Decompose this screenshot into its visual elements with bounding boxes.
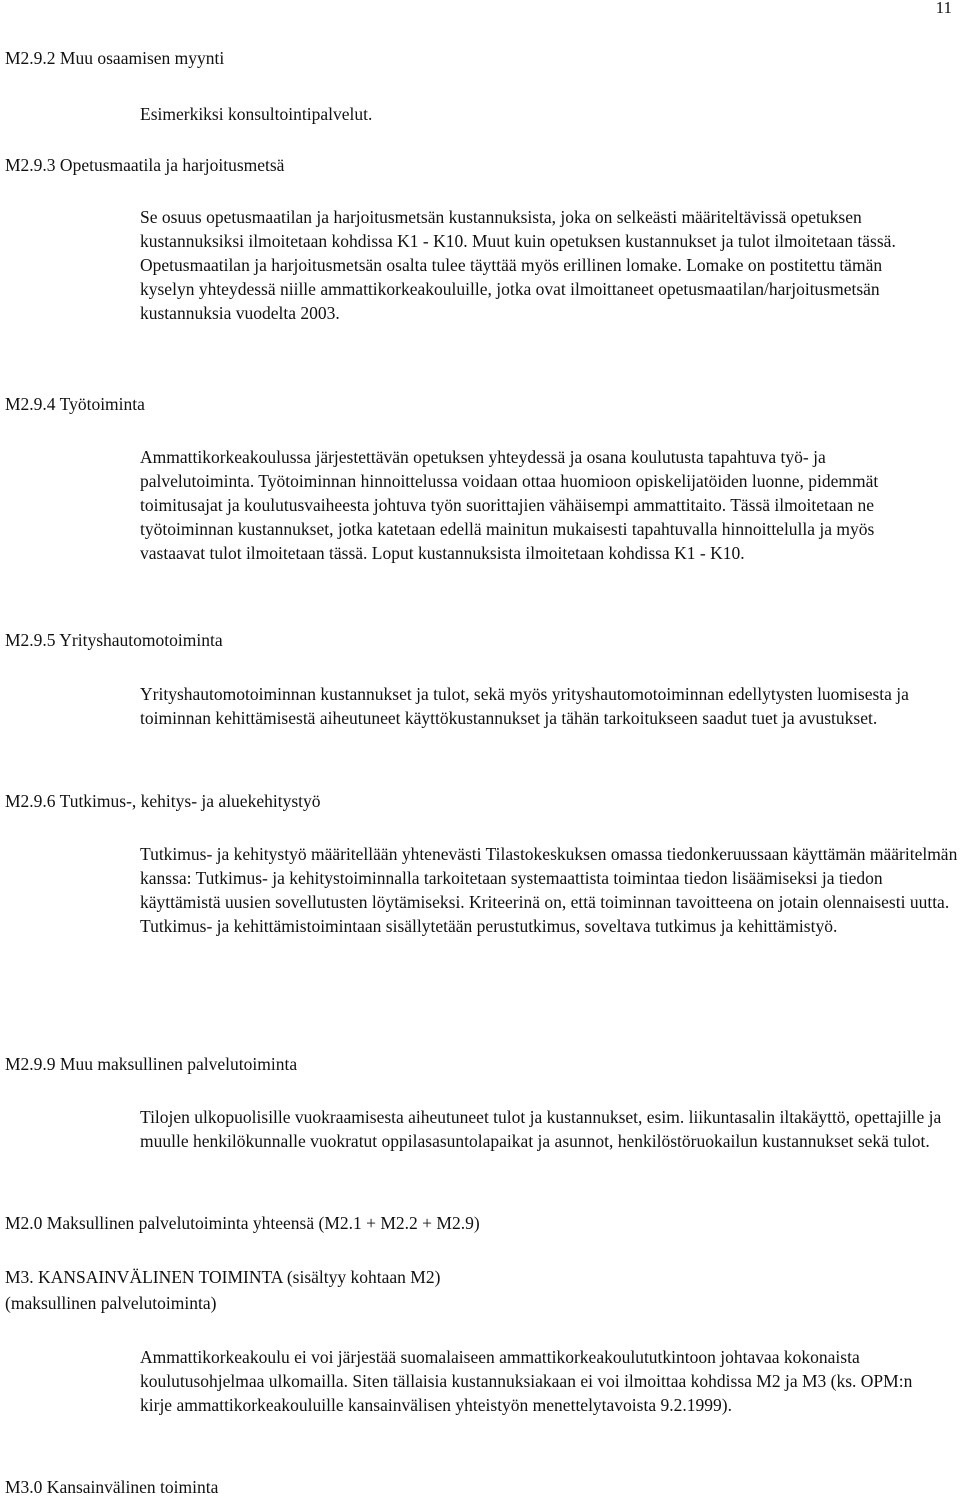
paragraph: Ammattikorkeakoulussa järjestettävän opetuksen yhteydessä ja osana koulutusta tapahtuva työ- ja palvelutoiminta. Työtoiminnan hinnoittelussa voidaan ottaa huomioon opiskelijatöiden luonne, pidemmät toimitusajat ja koulutusvaiheesta johtuva työn suorittajien vähäisempi ammattitaito. Tässä ilmoitetaan ne työtoiminnan kustannukset, jotka katetaan edellä mainitun mukaisesti tapahtuvalla hinnoittelulla ja myös vastaavat tulot ilmoitetaan tässä. Loput kustannuksista ilmoitetaan kohdissa K1 - K10.	[140, 447, 879, 563]
section-heading-m3-0: M3.0 Kansainvälinen toiminta	[5, 1477, 219, 1497]
page-number: 11	[935, 0, 952, 17]
section-body-m2-9-3	[140, 205, 940, 325]
section-body-m2-9-5	[140, 682, 920, 730]
section-heading-m3: M3. KANSAINVÄLINEN TOIMINTA (sisältyy kohtaan M2)	[5, 1267, 441, 1287]
section-heading-m2-9-2: M2.9.2 Muu osaamisen myynti	[5, 48, 225, 68]
section-heading-m2-9-9: M2.9.9 Muu maksullinen palvelutoiminta	[5, 1054, 298, 1074]
section-body-m3	[140, 1345, 940, 1417]
section-body-m2-9-4	[140, 445, 940, 565]
section-heading-m3-line2: (maksullinen palvelutoiminta)	[5, 1293, 217, 1313]
paragraph: Yrityshautomotoiminnan kustannukset ja tulot, sekä myös yrityshautomotoiminnan edellytysten luomisesta ja toiminnan kehittämisestä aiheutuneet käyttökustannukset ja tähän tarkoitukseen saadut tuet ja avustukset.	[140, 684, 909, 728]
section-heading-m2-9-4: M2.9.4 Työtoiminta	[5, 394, 145, 414]
paragraph: Tutkimus- ja kehitystyö määritellään yhtenevästi Tilastokeskuksen omassa tiedonkeruussaan käyttämän määritelmän kanssa: Tutkimus- ja kehitystoiminnalla tarkoitetaan systemaattista toimintaa tiedon lisäämiseksi ja tiedon käyttämistä uusien sovellutusten löytämiseksi. Kriteerinä on, että toiminnan tavoitteena on jotain olennaisesti uutta. Tutkimus- ja kehittämistoimintaan sisällytetään perustutkimus, soveltava tutkimus ja kehittämistyö.	[140, 844, 958, 936]
section-heading-m2-9-6: M2.9.6 Tutkimus-, kehitys- ja aluekehitystyö	[5, 791, 321, 811]
paragraph: Se osuus opetusmaatilan ja harjoitusmetsän kustannuksista, joka on selkeästi määriteltävissä opetuksen kustannuksiksi ilmoitetaan kohdissa K1 - K10. Muut kuin opetuksen kustannukset ja tulot ilmoitetaan tässä. Opetusmaatilan ja harjoitusmetsän osalta tulee täyttää myös erillinen lomake. Lomake on postitettu tämän kyselyn yhteydessä niille ammattikorkeakouluille, jotka ovat ilmoittaneet opetusmaatilan/harjoitusmetsän kustannuksia vuodelta 2003.	[140, 207, 896, 323]
section-body-m2-9-9	[140, 1105, 958, 1153]
section-heading-m2-9-3: M2.9.3 Opetusmaatila ja harjoitusmetsä	[5, 155, 285, 175]
section-body-m2-9-2	[140, 102, 958, 126]
section-heading-m2-9-5: M2.9.5 Yrityshautomotoiminta	[5, 630, 223, 650]
paragraph: Esimerkiksi konsultointipalvelut.	[140, 104, 373, 124]
section-body-m2-9-6	[140, 842, 958, 938]
section-heading-m2-0: M2.0 Maksullinen palvelutoiminta yhteensä (M2.1 + M2.2 + M2.9)	[5, 1213, 480, 1233]
paragraph: Tilojen ulkopuolisille vuokraamisesta aiheutuneet tulot ja kustannukset, esim. liikuntasalin iltakäyttö, opettajille ja muulle henkilökunnalle vuokratut oppilasasuntolapaikat ja asunnot, henkilöstöruokailun kustannukset sekä tulot.	[140, 1107, 942, 1151]
paragraph: Ammattikorkeakoulu ei voi järjestää suomalaiseen ammattikorkeakoulututkintoon johtavaa kokonaista koulutusohjelmaa ulkomailla. Siten tällaisia kustannuksiakaan ei voi ilmoittaa kohdissa M2 ja M3 (ks. OPM:n kirje ammattikorkeakouluille kansainvälisen yhteistyön menettelytavoista 9.2.1999).	[140, 1347, 913, 1415]
